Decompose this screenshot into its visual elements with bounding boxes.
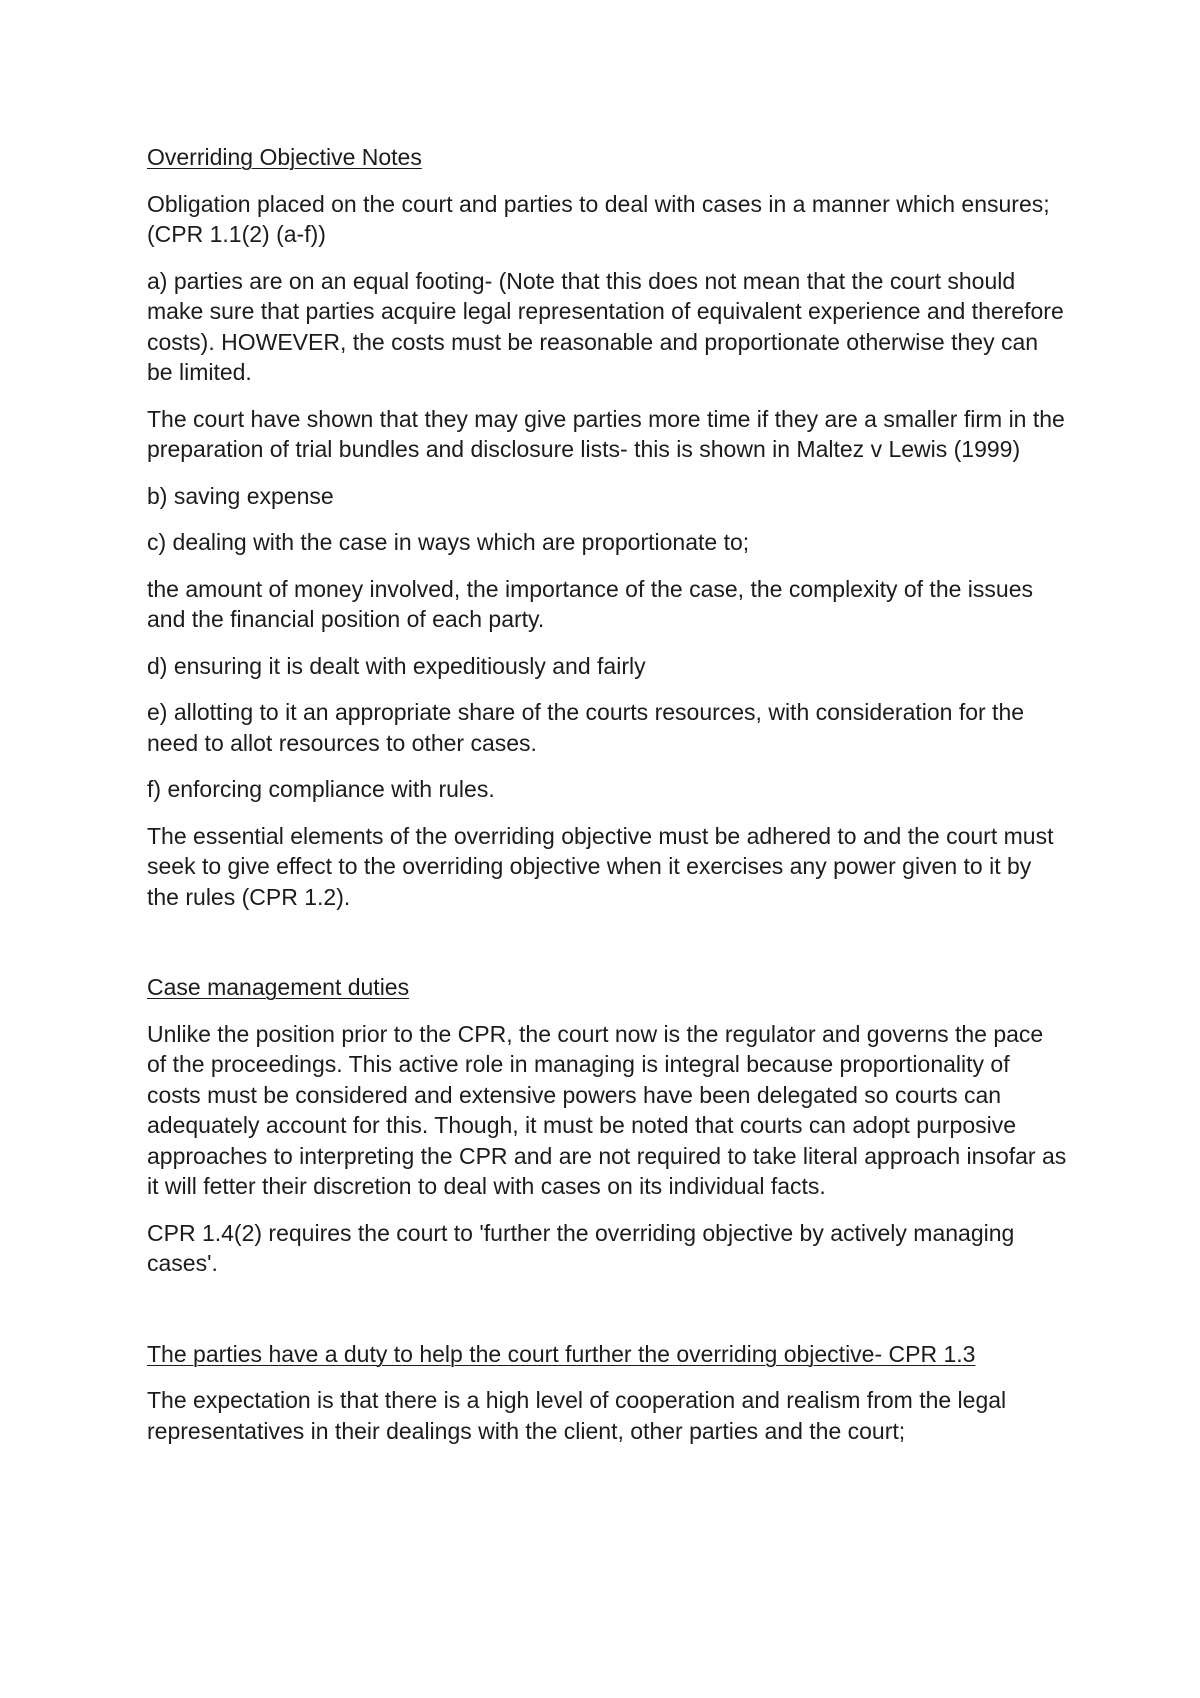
- paragraph: The court have shown that they may give parties more time if they are a smaller firm in the preparation of trial bundles and disclosure lists- this is shown in Maltez v Lewis (1999): [147, 405, 1065, 462]
- paragraph: the amount of money involved, the importance of the case, the complexity of the issues and the financial position of each party.: [147, 575, 1033, 632]
- paragraph: Obligation placed on the court and parties to deal with cases in a manner which ensures; (CPR 1.1(2) (a-f)): [147, 190, 1050, 247]
- section-heading-overriding-objective: Overriding Objective Notes: [147, 144, 422, 170]
- document-body: [147, 142, 1067, 1462]
- section-heading-parties-duty: The parties have a duty to help the court further the overriding objective- CPR 1.3: [147, 1340, 976, 1367]
- paragraph: Unlike the position prior to the CPR, the court now is the regulator and governs the pace of the proceedings. This active role in managing is integral because proportionality of costs must be considered and extensive powers have been delegated so courts can adequately account for this. Though, it must be noted that courts can adopt purposive approaches to interpreting the CPR and are not required to take literal approach insofar as it will fetter their discretion to deal with cases on its individual facts.: [147, 1020, 1067, 1199]
- section-spacer: [147, 1295, 1067, 1339]
- paragraph: d) ensuring it is dealt with expeditiously and fairly: [147, 652, 646, 679]
- paragraph: a) parties are on an equal footing- (Note that this does not mean that the court should make sure that parties acquire legal representation of equivalent experience and therefore costs). HOWEVER, the costs must be reasonable and proportionate otherwise they can be limited.: [147, 267, 1064, 385]
- paragraph: The essential elements of the overriding objective must be adhered to and the court must seek to give effect to the overriding objective when it exercises any power given to it by the rules (CPR 1.2).: [147, 822, 1054, 910]
- paragraph: The expectation is that there is a high level of cooperation and realism from the legal representatives in their dealings with the client, other parties and the court;: [147, 1387, 1007, 1444]
- paragraph: b) saving expense: [147, 482, 334, 509]
- section-heading-case-management: Case management duties: [147, 974, 410, 1000]
- paragraph: CPR 1.4(2) requires the court to 'further the overriding objective by actively managing cases'.: [147, 1219, 1015, 1276]
- paragraph: e) allotting to it an appropriate share of the courts resources, with consideration for the need to allot resources to other cases.: [147, 699, 1025, 756]
- paragraph: c) dealing with the case in ways which are proportionate to;: [147, 529, 750, 555]
- paragraph: f) enforcing compliance with rules.: [147, 776, 495, 802]
- section-spacer: [147, 928, 1067, 972]
